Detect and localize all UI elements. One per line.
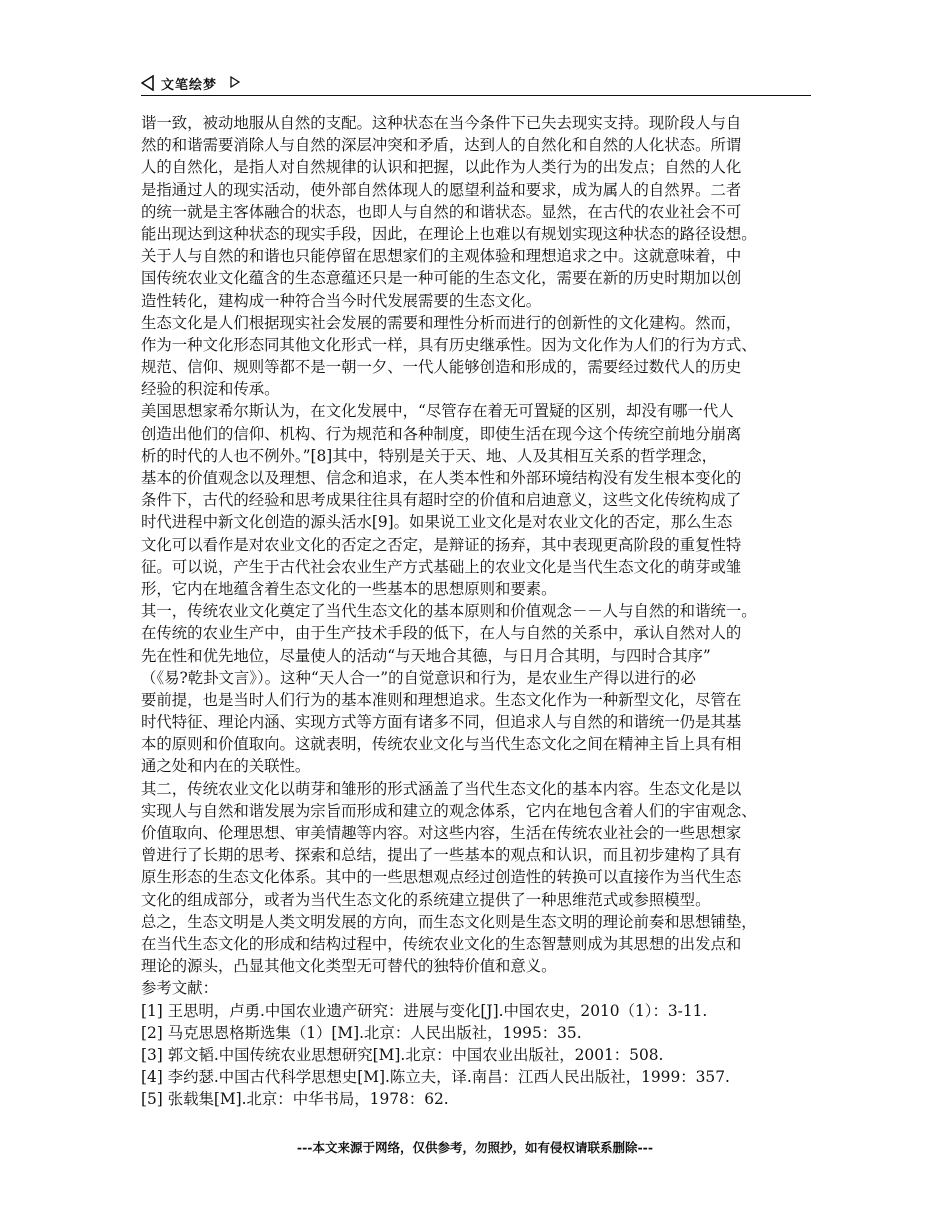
- text-line: 基本的价值观念以及理想、信念和追求，在人类本性和外部环境结构没有发生根本变化的: [141, 469, 742, 487]
- text-line: 在传统的农业生产中，由于生产技术手段的低下，在人与自然的关系中，承认自然对人的: [141, 624, 742, 643]
- text-line: 价值取向、伦理思想、审美情趣等内容。对这些内容，生活在传统农业社会的一些思想家: [141, 824, 742, 842]
- text-line: 条件下，古代的经验和思考成果往往具有超时空的价值和启迪意义，这些文化传统构成了: [141, 491, 742, 510]
- text-line: 创造出他们的信仰、机构、行为规范和各种制度，即使生活在现今这个传统空前地分崩离: [141, 424, 742, 443]
- text-line: 其一，传统农业文化奠定了当代生态文化的基本原则和价值观念－－人与自然的和谐统一。: [141, 602, 757, 621]
- text-line: 本的原则和价值取向。这就表明，传统农业文化与当代生态文化之间在精神主旨上具有相: [141, 735, 742, 754]
- document-body: [141, 112, 813, 1110]
- text-line: 文化的组成部分，或者为当代生态文化的系统建立提供了一种思维范式或参照模型。: [141, 890, 711, 909]
- text-line: 通之处和内在的关联性。: [141, 757, 311, 776]
- text-line: 作为一种文化形态同其他文化形式一样，具有历史继承性。因为文化作为人们的行为方式、: [141, 335, 757, 354]
- triangle-left-icon: [141, 75, 155, 91]
- text-line: 的统一就是主客体融合的状态，也即人与自然的和谐状态。显然，在古代的农业社会不可: [141, 202, 742, 221]
- text-line: 人的自然化，是指人对自然规律的认识和把握，以此作为人类行为的出发点；自然的人化: [141, 158, 742, 177]
- text-line: 原生形态的生态文化体系。其中的一些思想观点经过创造性的转换可以直接作为当代生态: [141, 868, 742, 887]
- text-line: 曾进行了长期的思考、探索和总结，提出了一些基本的观点和认识，而且初步建构了具有: [141, 846, 742, 865]
- text-line: [1] 王思明，卢勇.中国农业遗产研究：进展与变化[J].中国农史，2010（1）：3-11.: [141, 1001, 708, 1020]
- page-header: [141, 72, 811, 96]
- header-rule: [141, 95, 811, 96]
- text-line: 生态文化是人们根据现实社会发展的需要和理性分析而进行的创新性的文化建构。然而，: [141, 313, 742, 332]
- text-line: 实现人与自然和谐发展为宗旨而形成和建立的观念体系，它内在地包含着人们的宇宙观念、: [141, 801, 757, 820]
- text-line: 在当代生态文化的形成和结构过程中，传统农业文化的生态智慧则成为其思想的出发点和: [141, 934, 742, 953]
- text-line: 要前提，也是当时人们行为的基本准则和理想追求。生态文化作为一种新型文化，尽管在: [141, 690, 742, 709]
- text-line: （《易?乾卦文言》）。这种“天人合一”的自觉意识和行为，是农业生产得以进行的必: [141, 668, 696, 687]
- text-line: 文化可以看作是对农业文化的否定之否定，是辩证的扬弃，其中表现更高阶段的重复性特: [141, 535, 742, 554]
- text-line: 时代特征、理论内涵、实现方式等方面有诸多不同，但追求人与自然的和谐统一仍是其基: [141, 713, 742, 732]
- footer-notice: ---本文来源于网络，仅供参考，勿照抄，如有侵权请联系删除---: [296, 1140, 654, 1155]
- text-line: 征。可以说，产生于古代社会农业生产方式基础上的农业文化是当代生态文化的萌芽或雏: [141, 557, 742, 576]
- text-line: [2] 马克思恩格斯选集（1）[M].北京：人民出版社，1995：35.: [141, 1023, 582, 1042]
- text-line: [5] 张载集[M].北京：中华书局，1978：62.: [141, 1090, 449, 1109]
- text-line: 析的时代的人也不例外。”[8]其中，特别是关于天、地、人及其相互关系的哲学理念，: [141, 446, 718, 465]
- text-line: 时代进程中新文化创造的源头活水[9]。如果说工业文化是对农业文化的否定，那么生态: [141, 513, 733, 532]
- header-title: 文笔绘梦: [161, 78, 218, 93]
- text-line: 总之，生态文明是人类文明发展的方向，而生态文化则是生态文明的理论前奏和思想铺垫，: [141, 912, 757, 931]
- text-line: 造性转化，建构成一种符合当今时代发展需要的生态文化。: [141, 291, 542, 310]
- text-line: 是指通过人的现实活动，使外部自然体现人的愿望利益和要求，成为属人的自然界。二者: [141, 180, 742, 199]
- text-line: 参考文献：: [141, 979, 218, 998]
- text-line: 形，它内在地蕴含着生态文化的一些基本的思想原则和要素。: [141, 579, 557, 598]
- text-line: 谐一致，被动地服从自然的支配。这种状态在当今条件下已失去现实支持。现阶段人与自: [141, 114, 742, 132]
- text-line: 美国思想家希尔斯认为，在文化发展中，“尽管存在着无可置疑的区别，却没有哪一代人: [141, 402, 734, 421]
- triangle-right-icon: [230, 76, 240, 88]
- text-line: 其二，传统农业文化以萌芽和雏形的形式涵盖了当代生态文化的基本内容。生态文化是以: [141, 779, 742, 798]
- text-line: 规范、信仰、规则等都不是一朝一夕、一代人能够创造和形成的，需要经过数代人的历史: [141, 358, 742, 377]
- text-line: 关于人与自然的和谐也只能停留在思想家们的主观体验和理想追求之中。这就意味着，中: [141, 247, 742, 266]
- text-line: 能出现达到这种状态的现实手段，因此，在理论上也难以有规划实现这种状态的路径设想。: [141, 224, 757, 243]
- text-line: 先在性和优先地位，尽量使人的活动“与天地合其德，与日月合其明，与四时合其序”: [141, 646, 711, 665]
- text-line: 经验的积淀和传承。: [141, 380, 280, 399]
- text-line: 然的和谐需要消除人与自然的深层冲突和矛盾，达到人的自然化和自然的人化状态。所谓: [141, 136, 742, 155]
- text-line: [3] 郭文韬.中国传统农业思想研究[M].北京：中国农业出版社，2001：508.: [141, 1045, 664, 1064]
- text-line: 国传统农业文化蕴含的生态意蕴还只是一种可能的生态文化，需要在新的历史时期加以创: [141, 269, 742, 288]
- text-line: [4] 李约瑟.中国古代科学思想史[M].陈立夫，译.南昌：江西人民出版社，1999：357.: [141, 1068, 730, 1087]
- text-line: 理论的源头，凸显其他文化类型无可替代的独特价值和意义。: [141, 957, 557, 976]
